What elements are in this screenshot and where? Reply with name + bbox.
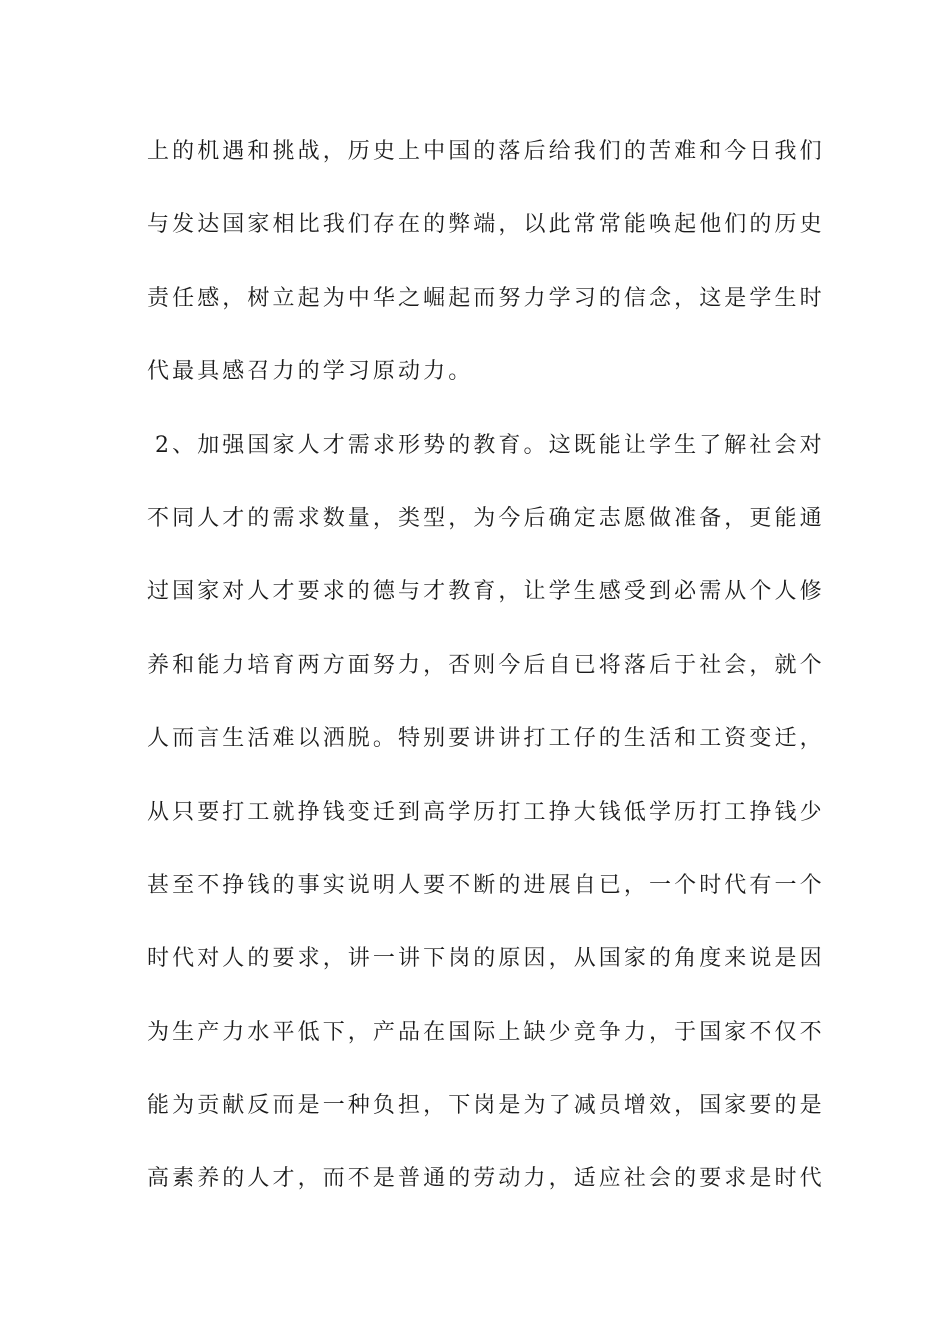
text-line: 时代对人的要求，讲一讲下岗的原因，从国家的角度来说是因 — [147, 946, 825, 972]
text-line: 人而言生活难以洒脱。特别要讲讲打工仔的生活和工资变迁， — [147, 726, 825, 752]
text-line: 2、加强国家人才需求形势的教育。这既能让学生了解社会对 — [155, 432, 825, 458]
text-line: 从只要打工就挣钱变迁到高学历打工挣大钱低学历打工挣钱少 — [147, 799, 825, 825]
text-line: 能为贡献反而是一种负担，下岗是为了减员增效，国家要的是 — [147, 1093, 825, 1119]
text-line: 责任感，树立起为中华之崛起而努力学习的信念，这是学生时 — [147, 285, 825, 311]
body-text — [147, 128, 825, 1229]
text-line: 上的机遇和挑战，历史上中国的落后给我们的苦难和今日我们 — [147, 139, 825, 164]
text-line: 不同人才的需求数量，类型，为今后确定志愿做准备，更能通 — [147, 505, 825, 531]
text-line: 养和能力培育两方面努力，否则今后自已将落后于社会，就个 — [147, 652, 825, 678]
text-line: 与发达国家相比我们存在的弊端，以此常常能唤起他们的历史 — [147, 212, 825, 238]
text-line: 为生产力水平低下，产品在国际上缺少竞争力，于国家不仅不 — [147, 1019, 825, 1045]
text-line: 代最具感召力的学习原动力。 — [147, 359, 474, 385]
text-line: 甚至不挣钱的事实说明人要不断的进展自已，一个时代有一个 — [147, 872, 825, 898]
text-line: 过国家对人才要求的德与才教育，让学生感受到必需从个人修 — [147, 579, 825, 605]
text-line: 高素养的人才，而不是普通的劳动力，适应社会的要求是时代 — [147, 1166, 825, 1192]
